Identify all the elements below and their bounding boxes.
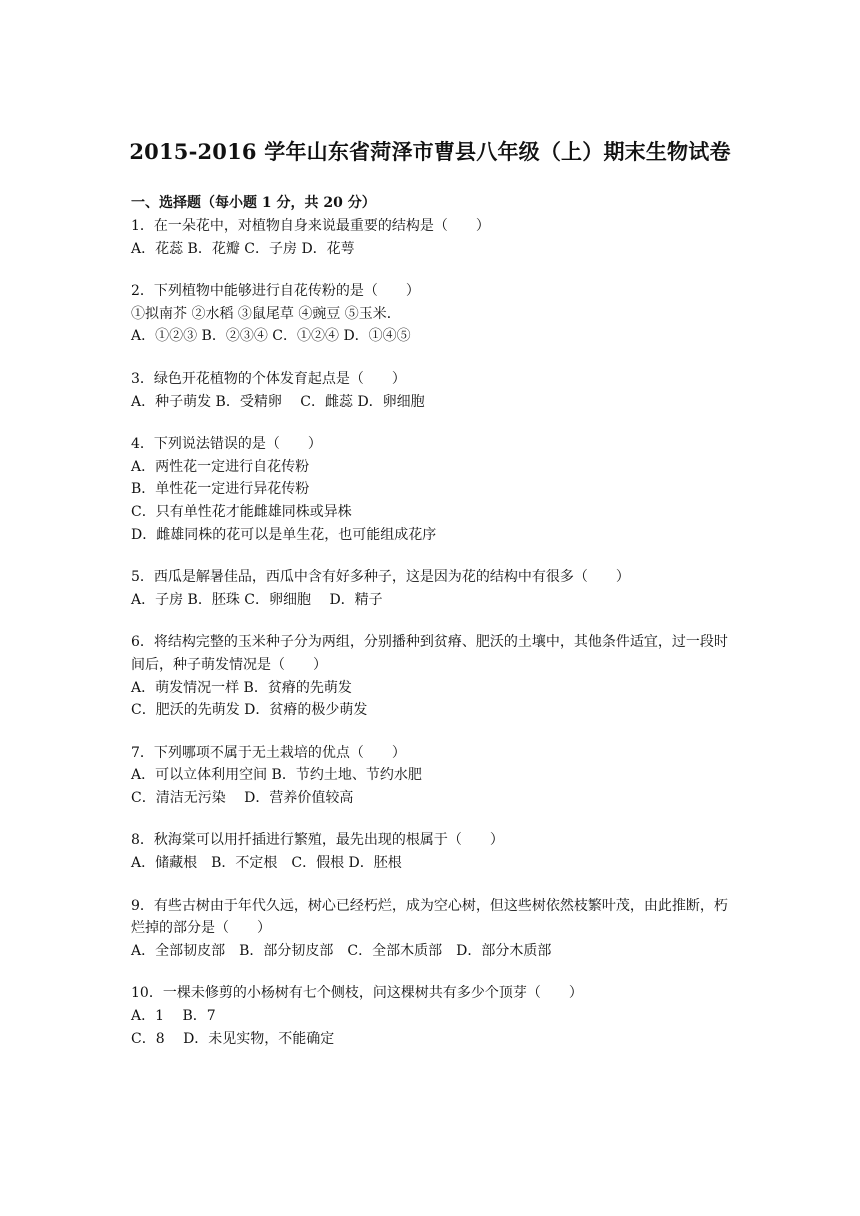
question-7 (131, 742, 731, 810)
question-1 (131, 215, 731, 260)
question-stem: 10．一棵未修剪的小杨树有七个侧枝，问这棵树共有多少个顶芽（ ） (131, 985, 583, 1002)
question-stem: 5．西瓜是解暑佳品，西瓜中含有好多种子，这是因为花的结构中有很多（ ） (131, 569, 630, 586)
question-3 (131, 368, 731, 413)
answer-options: A．子房 B．胚珠 C．卵细胞 D．精子 (131, 591, 383, 608)
question-choices: ①拟南芥 ②水稻 ③鼠尾草 ④豌豆 ⑤玉米． (131, 305, 401, 322)
question-stem: 4．下列说法错误的是（ ） (131, 436, 322, 453)
question-stem: 2．下列植物中能够进行自花传粉的是（ ） (131, 283, 420, 300)
question-8 (131, 829, 731, 874)
question-9 (131, 895, 731, 963)
answer-option-c: C．只有单性花才能雌雄同株或异株 (131, 503, 352, 520)
question-stem: 7．下列哪项不属于无土栽培的优点（ ） (131, 744, 406, 761)
question-2 (131, 280, 731, 348)
question-5 (131, 566, 731, 611)
question-stem: 8．秋海棠可以用扦插进行繁殖，最先出现的根属于（ ） (131, 832, 504, 849)
answer-options-ab: A．可以立体利用空间 B．节约土地、节约水肥 (131, 767, 422, 784)
answer-options: A．①②③ B．②③④ C．①②④ D．①④⑤ (131, 328, 411, 345)
question-10 (131, 982, 731, 1050)
answer-options: A．种子萌发 B．受精卵 C．雌蕊 D．卵细胞 (131, 393, 425, 410)
answer-options-ab: A．萌发情况一样 B．贫瘠的先萌发 (131, 679, 352, 696)
question-4 (131, 433, 731, 546)
answer-options-cd: C．清洁无污染 D．营养价值较高 (131, 789, 354, 806)
question-list (131, 192, 731, 1070)
answer-options-ab: A．1 B．7 (131, 1008, 216, 1025)
question-stem: 3．绿色开花植物的个体发育起点是（ ） (131, 370, 406, 387)
answer-options: A．全部韧皮部 B．部分韧皮部 C．全部木质部 D．部分木质部 (131, 942, 552, 959)
answer-options-cd: C．8 D．未见实物，不能确定 (131, 1030, 335, 1047)
section-heading: 一、选择题（每小题 1 分，共 20 分） (131, 195, 376, 211)
answer-options: A．花蕊 B．花瓣 C．子房 D．花萼 (131, 240, 355, 257)
question-stem: 6．将结构完整的玉米种子分为两组，分别播种到贫瘠、肥沃的土壤中，其他条件适宜，过一段时间后，种子萌发情况是（ ） (131, 634, 728, 673)
exam-title: 2015-2016 学年山东省菏泽市曹县八年级（上）期末生物试卷 (129, 139, 731, 164)
answer-option-b: B．单性花一定进行异花传粉 (131, 481, 310, 498)
answer-option-a: A．两性花一定进行自花传粉 (131, 458, 310, 475)
answer-options-cd: C．肥沃的先萌发 D．贫瘠的极少萌发 (131, 702, 368, 719)
question-stem: 9．有些古树由于年代久远，树心已经朽烂，成为空心树，但这些树依然枝繁叶茂，由此推断，朽烂掉的部分是（ ） (131, 897, 728, 937)
answer-option-d: D．雌雄同株的花可以是单生花，也可能组成花序 (131, 526, 437, 543)
question-stem: 1．在一朵花中，对植物自身来说最重要的结构是（ ） (131, 218, 490, 234)
answer-options: A．储藏根 B．不定根 C．假根 D．胚根 (131, 855, 402, 872)
question-6 (131, 631, 731, 721)
